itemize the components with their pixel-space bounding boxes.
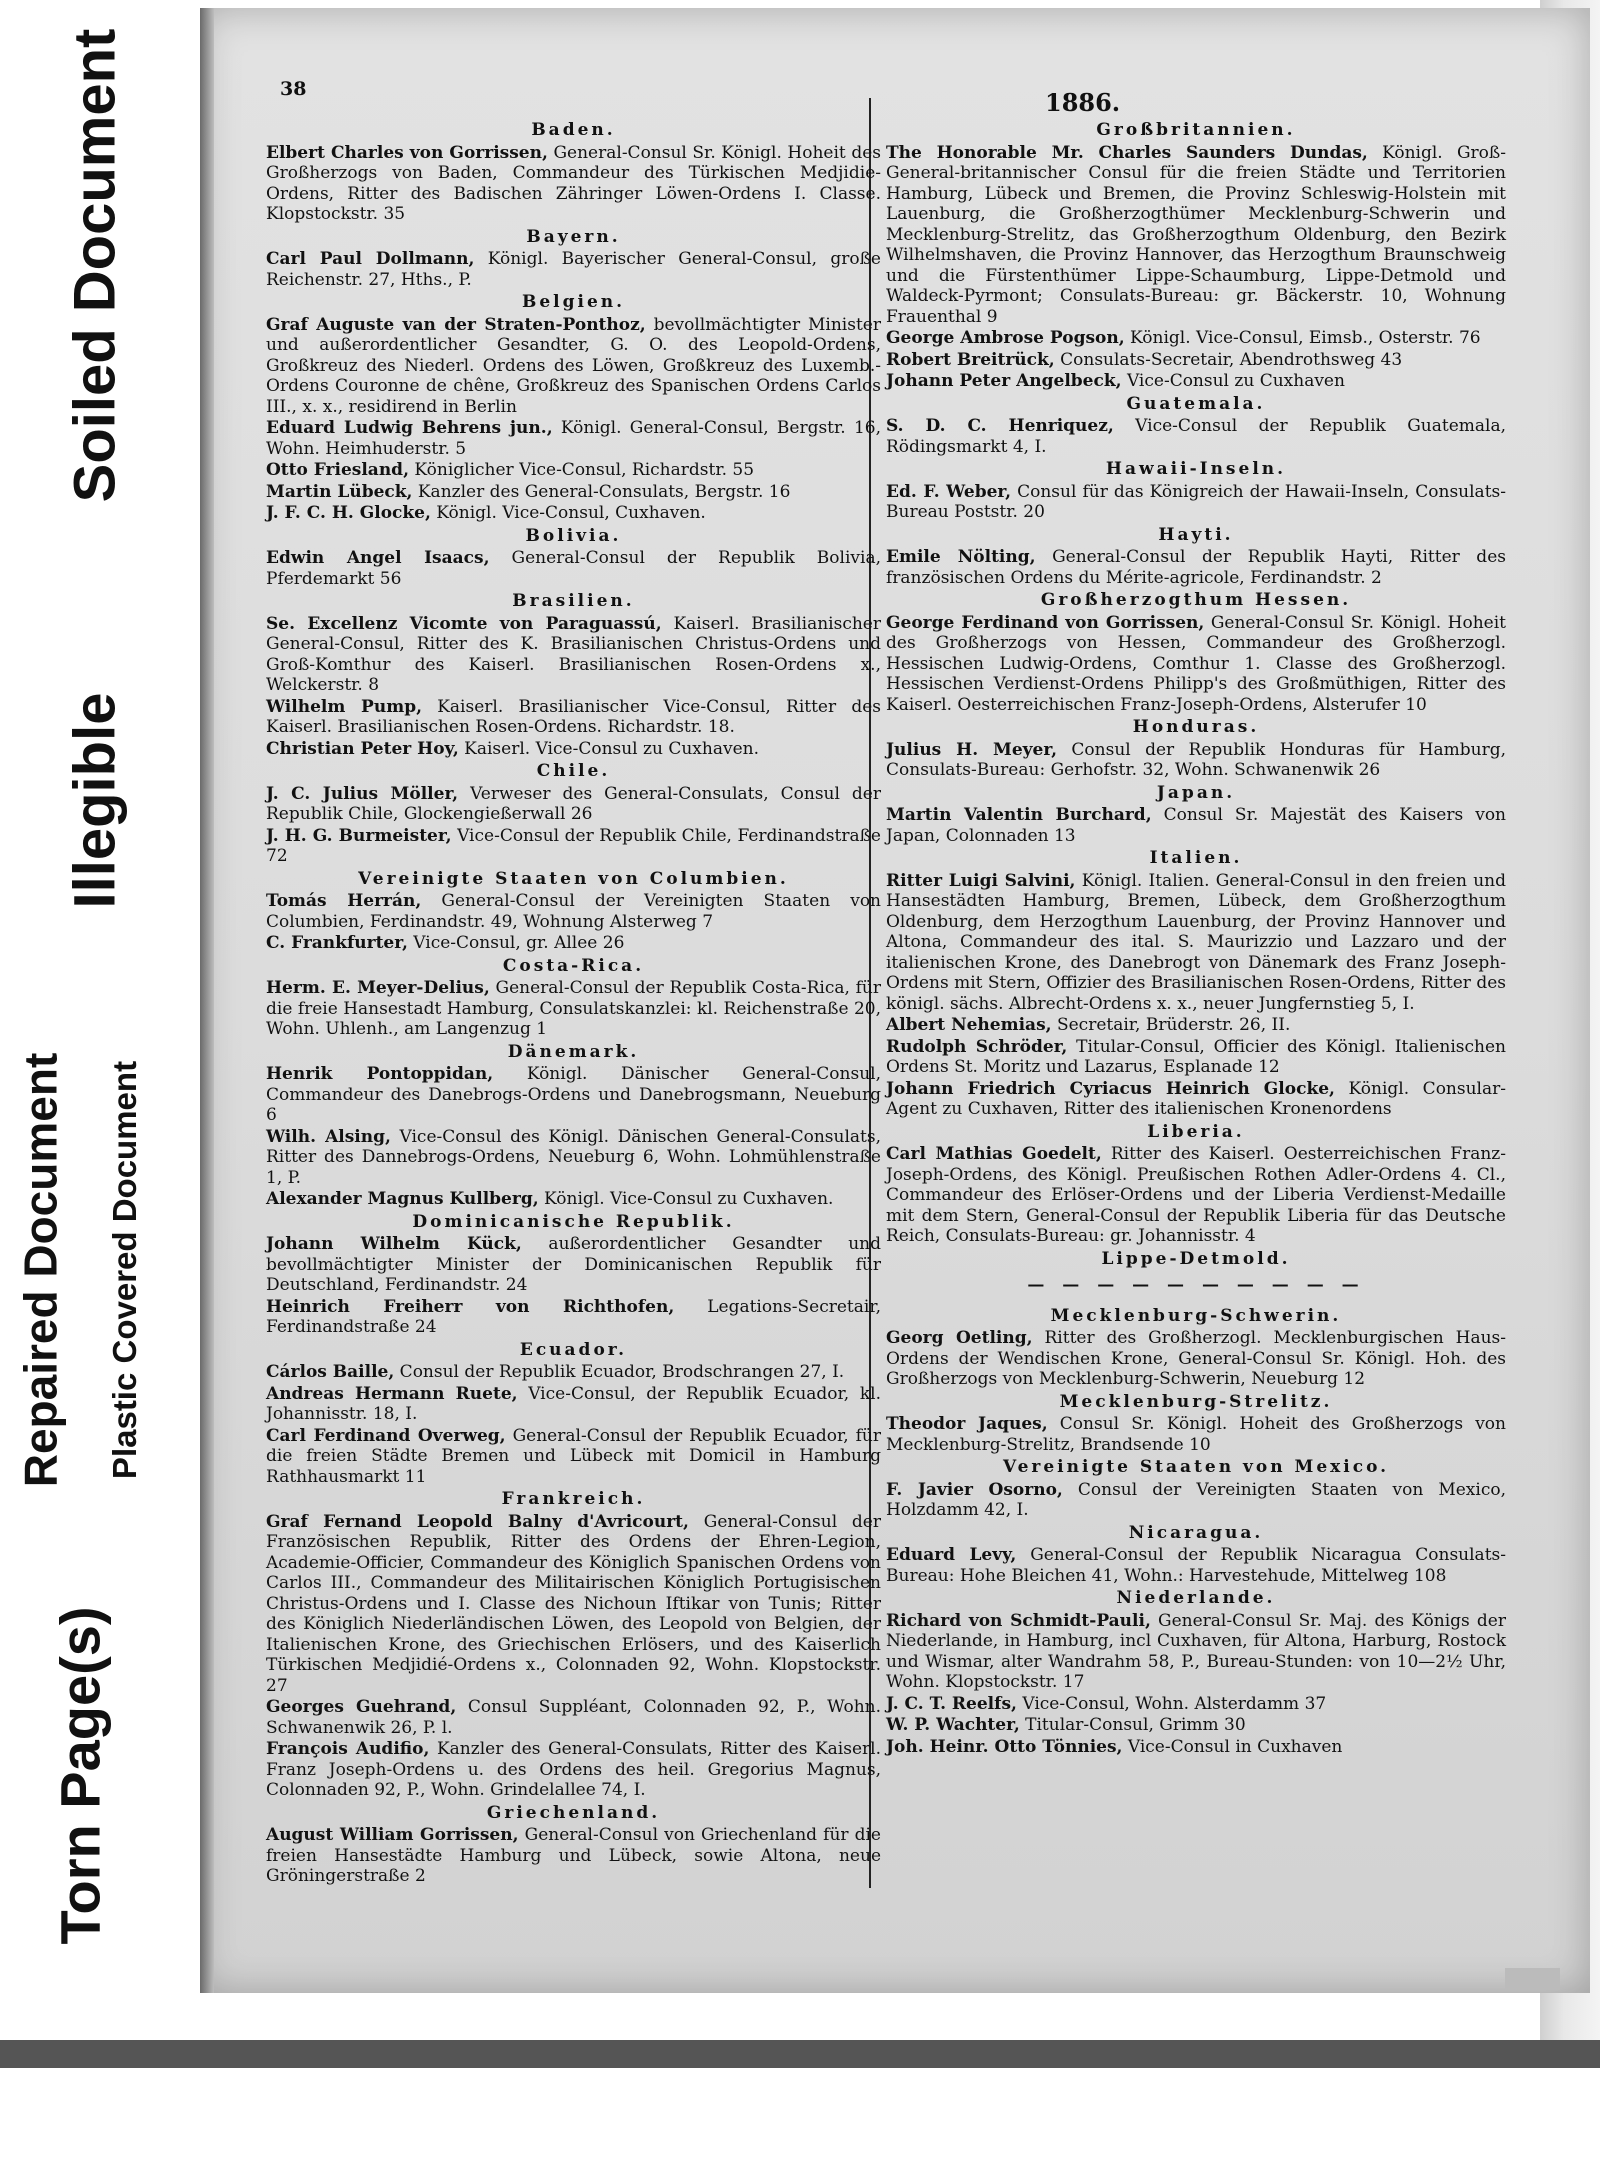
consul-name: J. H. G. Burmeister, [266,825,452,846]
section-title: Hayti. [1158,524,1234,545]
consul-name: Heinrich Freiherr von Richthofen, [266,1296,675,1317]
consul-details: Königl. Bayerischer General-Consul, große Reichenstr. 27, Hths., P. [266,249,881,290]
consul-details: General-Consul der Republik Ecuador, für die freien Städte Bremen und Lübeck mit Domicil in Hamburg Rathhausmarkt 11 [266,1425,881,1487]
consul-name: Graf Auguste van der Straten-Ponthoz, [266,314,646,335]
label-plastic-covered-document [85,1000,165,1540]
consul-details: Kanzler des General-Consulats, Ritter des Kaiserl. Franz Joseph-Ordens u. des Ordens des heil. Gregorius Magnus, Colonnaden 92, P., Wohn. Grindelallee 74, I. [266,1739,881,1800]
consul-entry [886,1694,1506,1715]
consul-entry [886,1414,1506,1455]
label-repaired-document [0,1000,80,1540]
consul-name: Edwin Angel Isaacs, [266,548,490,568]
consul-entry [266,1064,881,1126]
consul-entry [266,548,881,589]
section-title: Frankreich. [501,1489,646,1509]
section-title: Costa-Rica. [502,955,645,976]
consul-details: Secretair, Brüderstr. 26, II. [1051,1015,1291,1035]
consul-name: Johann Peter Angelbeck, [886,371,1122,391]
consul-entry [266,1697,881,1738]
consul-entry [886,547,1506,588]
consul-entry [886,350,1506,371]
consul-name: François Audifio, [266,1739,430,1759]
document-page [200,8,1590,1993]
consul-details: Consul Suppléant, Colonnaden 92, P., Wohn. Schwanenwik 26, P. l. [266,1697,881,1738]
consul-name: Carl Paul Dollmann, [266,249,475,269]
consul-name: Carl Ferdinand Overweg, [266,1425,506,1446]
consul-entry [886,1545,1506,1586]
consul-name: Joh. Heinr. Otto Tönnies, [886,1736,1123,1757]
consul-entry [886,740,1506,781]
consul-entry [266,1189,881,1210]
consul-name: Alexander Magnus Kullberg, [266,1189,539,1209]
consul-name: Johann Wilhelm Kück, [266,1234,522,1254]
consul-name: Theodor Jaques, [886,1414,1048,1434]
consul-details: Königl. Dänischer General-Consul, Commandeur des Danebrogs-Ordens und Danebrogsmann, Neueburg 6 [266,1064,881,1125]
consul-name: Martin Lübeck, [266,481,413,502]
consul-name: J. F. C. H. Glocke, [266,503,431,523]
label-torn-text: Torn Page(s) [48,1605,112,1945]
section-title: Hawaii-Inseln. [1105,459,1287,479]
consul-name: Georg Oetling, [886,1328,1033,1348]
consul-name: Se. Excellenz Vicomte von Paraguassú, [266,613,662,634]
section-title: Lippe-Detmold. [1101,1248,1291,1269]
consul-name: Cárlos Baille, [266,1362,395,1382]
consul-name: Emile Nölting, [886,547,1036,567]
consul-name: Christian Peter Hoy, [266,738,459,759]
consul-entry [266,614,881,696]
consul-details: Consul Sr. Königl. Hoheit des Großherzogs von Mecklenburg-Strelitz, Brandsende 10 [886,1414,1506,1455]
consul-entry [266,1825,881,1887]
consul-name: Henrik Pontoppidan, [266,1064,494,1084]
consul-details: Königl. Italien. General-Consul in den freien und Hansestädten Hamburg, Bremen, Lübeck, dem Großherzogthum Oldenburg, dem Herzogthum Lauenburg, der Provinz Hannover und Altona, Commandeur des ital. S. Maurizzio und Lazzaro und der italienischen Krone, des Danebrogt von Dänemark des Franz Joseph-Ordens mit Stern, Offizier des Brasilianischen Rosen-Ordens, Ritter des königl. sächs. Albrecht-Ordens x. x., neuer Jungfernstieg 5, I. [886,870,1506,1014]
section-title: Guatemala. [1126,393,1266,414]
consul-entry [886,143,1506,328]
consul-entry [886,1737,1506,1758]
consul-name: Carl Mathias Goedelt, [886,1144,1102,1164]
consul-details: Vice-Consul, Wohn. Alsterdamm 37 [1016,1693,1327,1714]
consul-entry [266,784,881,825]
consul-entry [886,1037,1506,1078]
right-column [886,118,1506,1758]
consul-details: Kaiserl. Brasilianischer General-Consul, Ritter des K. Brasilianischen Christus-Ordens und Groß-Komthur des Kaiserl. Brasilianischen Rosen-Ordens x., Welckerstr. 8 [266,613,881,695]
consul-entry [266,1426,881,1488]
consul-entry [266,482,881,503]
consul-details: General-Consul der Republik Hayti, Ritter des französischen Ordens du Mérite-agricole, Ferdinandstr. 2 [886,547,1506,588]
consul-details: Vice-Consul der Republik Chile, Ferdinandstraße 72 [266,825,881,866]
consul-entry [266,697,881,738]
page-edge-mark [1505,1968,1560,1990]
page-binding-edge [200,8,214,1993]
consul-name: Eduard Levy, [886,1545,1017,1565]
consul-name: Ritter Luigi Salvini, [886,870,1076,891]
consul-details: Kanzler des General-Consulats, Bergstr. 16 [412,481,791,502]
consul-details: Vice-Consul in Cuxhaven [1122,1736,1343,1757]
consul-entry [886,482,1506,523]
consul-entry [266,933,881,954]
consul-entry [886,1328,1506,1390]
consul-details: Ritter des Großherzogl. Mecklenburgischen Haus-Ordens der Wendischen Krone, General-Consul Sr. Königl. Hoh. des Großherzogs von Mecklenburg-Schwerin, Neueburg 12 [886,1328,1506,1389]
consul-name: George Ferdinand von Gorrissen, [886,612,1205,633]
consul-entry [886,1611,1506,1693]
consul-name: C. Frankfurter, [266,933,408,953]
consul-entry [266,1384,881,1425]
page-number: 38 [280,78,307,100]
section-title: Niederlande. [1116,1588,1276,1608]
consul-entry [886,1015,1506,1036]
label-repaired-text: Repaired Document [14,1052,66,1488]
consul-name: Albert Nehemias, [886,1015,1052,1035]
consul-name: Andreas Hermann Ruete, [266,1383,518,1404]
consul-name: J. C. T. Reelfs, [886,1693,1017,1714]
consul-details: Titular-Consul, Grimm 30 [1019,1715,1246,1735]
consul-entry [266,1297,881,1338]
consul-entry [266,1512,881,1697]
consul-entry [266,978,881,1040]
consul-name: W. P. Wachter, [886,1715,1020,1735]
consul-name: Tomás Herrán, [266,891,422,911]
consul-details: Königl. Vice-Consul zu Cuxhaven. [538,1189,834,1209]
consul-entry [886,1079,1506,1120]
section-title: Großherzogthum Hessen. [1040,590,1352,610]
section-title: Griechenland. [486,1802,661,1823]
vacant-dashes: — — — — — — — — — — [1027,1275,1365,1295]
label-soiled-text: Soiled Document [62,28,128,502]
label-torn-pages [0,1545,160,2005]
consul-entry [266,143,881,225]
consul-entry [266,249,881,290]
section-title: Dänemark. [507,1041,640,1062]
consul-entry [266,418,881,459]
consul-details: außerordentlicher Gesandter und bevollmächtigter Minister der Dominicanischen Republik für Deutschland, Ferdinandstr. 24 [266,1234,881,1295]
consul-details: Verweser des General-Consulats, Consul der Republik Chile, Glockengießerwall 26 [266,783,881,824]
consul-name: Georges Guehrand, [266,1697,457,1717]
consul-name: Wilh. Alsing, [266,1126,391,1147]
consul-name: F. Javier Osorno, [886,1479,1063,1500]
consul-details: Königl. Vice-Consul, Cuxhaven. [430,503,706,523]
consul-details: General-Consul der Vereinigten Staaten von Columbien, Ferdinandstr. 49, Wohnung Alsterweg 7 [266,891,881,932]
consul-details: Kaiserl. Vice-Consul zu Cuxhaven. [458,738,759,759]
consul-details: Königl. General-Consul, Bergstr. 16, Wohn. Heimhuderstr. 5 [266,418,881,459]
consul-name: August William Gorrissen, [266,1825,519,1845]
left-column [266,118,881,1888]
section-title: Bolivia. [525,525,622,546]
section-title: Japan. [1156,782,1236,803]
consul-details: General-Consul von Griechenland für die freien Hansestädte Hamburg und Lübeck, sowie Altona, neue Gröningerstraße 2 [266,1825,881,1886]
section-title: Nicaragua. [1128,1522,1264,1543]
section-title: Mecklenburg-Schwerin. [1050,1305,1342,1326]
consul-name: Otto Friesland, [266,460,409,480]
section-title: Liberia. [1147,1121,1245,1142]
section-title: Italien. [1149,848,1243,868]
consul-entry [886,1480,1506,1521]
section-title: Bayern. [526,226,621,247]
consul-name: Julius H. Meyer, [886,739,1058,760]
section-title: Mecklenburg-Strelitz. [1059,1391,1333,1412]
consul-details: General-Consul der Französischen Republik, Ritter des Ordens der Ehren-Legion, Academie-Officier, Commandeur des Königlich Spanischen Ordens von Carlos III., Commandeur des Militairischen Königlich Portugisischen Christus-Ordens und I. Classe des Nichoun Iftikar von Tunis; Ritter des Königlich Niederländischen Löwen, des Leopold von Belgien, der Italienischen Krone, des Griechischen Erlösers, und des Kaiserlich Türkischen Medjidié-Ordens x., Colonnaden 92, Wohn. Klopstockstr. 27 [266,1511,881,1696]
consul-entry [886,1144,1506,1247]
consul-details: Consul Sr. Majestät des Kaisers von Japan, Colonnaden 13 [886,805,1507,846]
consul-details: Consul der Republik Ecuador, Brodschrangen 27, I. [394,1362,845,1382]
consul-details: Königl. Vice-Consul, Eimsb., Osterstr. 76 [1124,328,1481,348]
consul-details: Legations-Secretair, Ferdinandstraße 24 [266,1296,881,1337]
consul-entry [266,1234,881,1296]
consul-details: General-Consul der Republik Costa-Rica, für die freie Hansestadt Hamburg, Consulatskanzlei: kl. Reichenstraße 20, Wohn. Uhlenh., am Langenzug 1 [266,978,881,1039]
section-title: Brasilien. [512,591,635,611]
consul-entry [266,315,881,418]
consul-name: The Honorable Mr. Charles Saunders Dundas, [886,142,1368,163]
consul-details: General-Consul Sr. Königl. Hoheit des Großherzogs von Baden, Commandeur des Türkischen Medjidie-Ordens, Ritter des Badischen Zähringer Löwen-Ordens I. Classe. Klopstockstr. 35 [266,142,881,224]
consul-entry [886,371,1506,392]
consul-details: Vice-Consul des Königl. Dänischen General-Consulats, Ritter des Dannebrogs-Ordens, Neueburg 6, Wohn. Lohmühlenstraße 1, P. [266,1126,881,1188]
page-year: 1886. [1045,88,1121,117]
consul-details: Vice-Consul, gr. Allee 26 [407,933,625,953]
consul-name: Johann Friedrich Cyriacus Heinrich Glocke, [886,1078,1335,1099]
section-title: Honduras. [1132,717,1260,737]
consul-details: Vice-Consul der Republik Guatemala, Rödingsmarkt 4, I. [886,416,1506,457]
consul-name: Eduard Ludwig Behrens jun., [266,418,553,438]
consul-details: Vice-Consul, der Republik Ecuador, kl. Johannisstr. 18, I. [266,1383,881,1424]
consul-entry [266,1739,881,1801]
section-title: Vereinigte Staaten von Columbien. [358,868,789,889]
consul-entry [266,503,881,524]
section-title: Großbritannien. [1096,120,1296,140]
consul-details: bevollmächtigter Minister und außerordentlicher Gesandter, G. O. des Leopold-Ordens, Großkreuz des Niederl. Ordens des Löwen, Großkreuz des Luxemb.-Ordens Couronne de chêne, Großkreuz des Spanischen Ordens Carlos III., x. x., residirend in Berlin [266,314,881,417]
consul-name: J. C. Julius Möller, [266,783,459,804]
consul-entry [886,871,1506,1015]
consul-entry [886,328,1506,349]
consul-details: Ritter des Kaiserl. Oesterreichischen Franz-Joseph-Ordens, des Königl. Preußischen Rothen Adler-Ordens 4. Cl., Commandeur des Erlöser-Ordens und der Liberia Verdienst-Medaille mit dem Stern, General-Consul der Republik Liberia für das Deutsche Reich, Consulats-Bureau: gr. Johannisstr. 4 [886,1144,1506,1246]
consul-details: General-Consul der Republik Bolivia, Pferdemarkt 56 [266,548,881,589]
consul-name: Herm. E. Meyer-Delius, [266,978,490,998]
section-title: Baden. [531,120,616,140]
section-title: Ecuador. [519,1339,628,1360]
consul-name: S. D. C. Henriquez, [886,416,1114,436]
consul-entry [266,826,881,867]
scan-bottom-margin [0,2068,1600,2177]
consul-name: Wilhelm Pump, [266,696,422,717]
consul-details: Consul für das Königreich der Hawaii-Inseln, Consulats-Bureau Poststr. 20 [886,481,1506,522]
label-soiled-document [40,0,150,530]
consul-name: George Ambrose Pogson, [886,328,1125,348]
consul-details: Königl. Consular-Agent zu Cuxhaven, Ritter des italienischen Kronenordens [886,1078,1506,1119]
consul-details: Titular-Consul, Officier des Königl. Italienischen Ordens St. Moritz und Lazarus, Esplanade 12 [886,1036,1506,1077]
consul-name: Martin Valentin Burchard, [886,805,1152,825]
label-illegible-text: Illegible [62,692,128,908]
consul-details: Königl. Groß-General-britannischer Consul für die freien Städte und Territorien Hamburg, Lübeck und Bremen, die Provinz Schleswig-Holstein mit Lauenburg, die Großherzogthümer Mecklenburg-Schwerin und Mecklenburg-Strelitz, das Großherzogthum Oldenburg, den Bezirk Wilhelmshaven, die Provinz Hannover, das Herzogthum Braunschweig und die Fürstenthümer Lippe-Schaumburg, Lippe-Detmold und Waldeck-Pyrmont; Consulats-Bureau: gr. Bäckerstr. 10, Wohnung Frauenthal 9 [886,142,1507,327]
consul-name: Rudolph Schröder, [886,1036,1068,1057]
consul-entry [886,416,1506,457]
consul-entry [266,739,881,760]
consul-entry [266,891,881,932]
consul-entry [266,1127,881,1189]
consul-name: Elbert Charles von Gorrissen, [266,142,548,163]
label-illegible [40,650,150,950]
consul-entry [886,805,1506,846]
consul-details: Vice-Consul zu Cuxhaven [1121,371,1345,391]
consul-details: Consul der Vereinigten Staaten von Mexico, Holzdamm 42, I. [886,1479,1506,1520]
scan-bottom-band [0,2040,1600,2068]
consul-name: Graf Fernand Leopold Balny d'Avricourt, [266,1511,689,1532]
consul-details: Kaiserl. Brasilianischer Vice-Consul, Ritter des Kaiserl. Brasilianischen Rosen-Ordens. Richardstr. 18. [266,696,881,737]
consul-name: Ed. F. Weber, [886,481,1012,502]
consul-name: Richard von Schmidt-Pauli, [886,1610,1151,1631]
consul-details: General-Consul Sr. Maj. des Königs der Niederlande, in Hamburg, incl Cuxhaven, für Altona, Harburg, Rostock und Wismar, alter Wandrahm 58, P., Bureau-Stunden: von 10—2½ Uhr, Wohn. Klopstockstr. 17 [886,1610,1506,1692]
section-title: Dominicanische Republik. [412,1211,735,1232]
label-plastic-text: Plastic Covered Document [106,1060,143,1480]
section-title: Chile. [536,761,611,781]
consul-details: Königlicher Vice-Consul, Richardstr. 55 [408,460,755,480]
consul-details: General-Consul der Republik Nicaragua Consulats-Bureau: Hohe Bleichen 41, Wohn.: Harvestehude, Mittelweg 108 [886,1545,1506,1586]
section-title: Belgien. [521,292,626,312]
section-title: Vereinigte Staaten von Mexico. [1002,1457,1390,1477]
consul-entry [266,460,881,481]
consul-entry [266,1362,881,1383]
consul-name: Robert Breitrück, [886,349,1055,370]
consul-details: General-Consul Sr. Königl. Hoheit des Großherzogs von Hessen, Commandeur des Großherzogl. Hessischen Ludwig-Ordens, Comthur 1. Classe des Großherzogl. Hessischen Verdienst-Ordens Philipp's des Großmüthigen, Ritter des Kaiserl. Oesterreichischen Franz-Joseph-Ordens, Alsterufer 10 [886,612,1506,715]
consul-details: Consulats-Secretair, Abendrothsweg 43 [1054,349,1403,370]
consul-entry [886,1715,1506,1736]
consul-entry [886,613,1506,716]
consul-details: Consul der Republik Honduras für Hamburg, Consulats-Bureau: Gerhofstr. 32, Wohn. Schwanenwik 26 [886,739,1506,780]
